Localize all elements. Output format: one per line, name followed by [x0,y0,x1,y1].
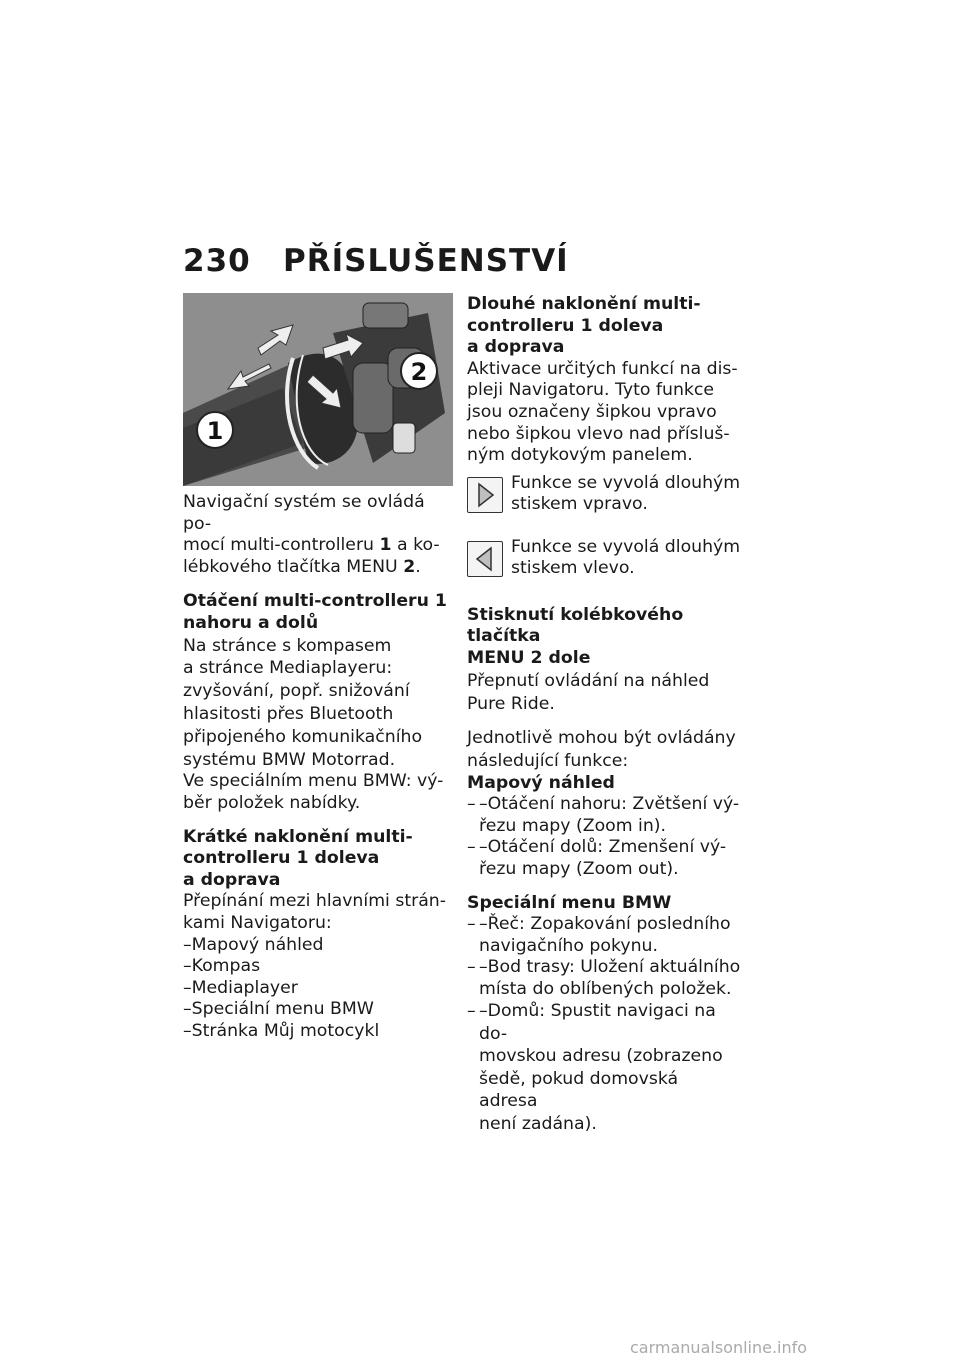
long-press-right-row [467,473,742,537]
heading-long-tilt: Dlouhé naklonění multi- controlleru 1 doleva a doprava [467,294,701,358]
rotation-paragraph: Na stránce s kompasem a stránce Mediaplayeru: zvyšování, popř. snižování hlasitosti přes Bluetooth připojeného komunikačního systému BMW Motorrad. [183,635,423,770]
heading-menu-button: Stisknutí kolébkového tlačítka MENU 2 dole [467,604,684,668]
arrow-right-icon [467,477,503,513]
callout-2: 2 [410,358,428,386]
list-item: – – Otáčení nahoru: Zvětšení vý- řezu mapy (Zoom in). [467,794,742,837]
long-press-left-text: Funkce se vyvolá dlouhým stiskem vlevo. [511,536,741,579]
heading-short-tilt: Krátké naklonění multi- controlleru 1 doleva a doprava [183,826,413,890]
arrow-left-icon [467,541,503,577]
long-press-right-text: Funkce se vyvolá dlouhým stiskem vpravo. [511,472,741,515]
intro-paragraph: Navigační systém se ovládá po- mocí multi-controlleru 1 a ko- lébkového tlačítka MENU 2. [183,492,440,577]
left-column [183,492,458,1042]
page-header [183,243,569,279]
handlebar-drawing [183,293,453,486]
long-tilt-paragraph: Aktivace určitých funkcí na dis- pleji Navigatoru. Tyto funkce jsou označeny šipkou vpravo nebo šipkou vlevo nad přísluš- ným dotykovým panelem. [467,358,738,466]
special-menu-list [467,914,742,1135]
list-item: – Mediaplayer [183,978,458,1000]
long-press-left-row [467,537,742,601]
list-item: – Kompas [183,956,458,978]
list-item: – – Bod trasy: Uložení aktuálního místa do oblíbených položek. [467,957,742,1000]
navigator-pages-list [183,935,458,1043]
list-item: – Speciální menu BMW [183,999,458,1021]
handlebar-illustration [183,293,453,486]
list-item: – – Domů: Spustit navigaci na do- movskou adresu (zobrazeno šedě, pokud domovská adresa není zadána). [467,1000,742,1135]
heading-rotation: Otáčení multi-controlleru 1 nahoru a dolů [183,591,447,633]
functions-paragraph: Jednotlivě mohou být ovládány následující funkce: [467,727,736,771]
right-column [467,294,742,1135]
list-item: – – Otáčení dolů: Zmenšení vý- řezu mapy (Zoom out). [467,837,742,880]
pure-ride-paragraph: Přepnutí ovládání na náhled Pure Ride. [467,670,710,714]
watermark: carmanualsonline.info [630,1338,808,1357]
list-item: – – Řeč: Zopakování posledního navigačního pokynu. [467,914,742,957]
special-menu-paragraph: Ve speciálním menu BMW: vý- běr položek nabídky. [183,771,444,813]
heading-map-view: Mapový náhled [467,772,615,793]
heading-special-menu: Speciální menu BMW [467,892,672,913]
map-view-list [467,794,742,880]
list-item: – Mapový náhled [183,935,458,957]
section-title: PŘÍSLUŠENSTVÍ [283,243,569,279]
short-tilt-paragraph: Přepínání mezi hlavními strán- kami Navigatoru: [183,891,446,933]
list-item: – Stránka Můj motocykl [183,1021,458,1043]
callout-1: 1 [206,417,224,445]
page-number: 230 [183,243,251,279]
